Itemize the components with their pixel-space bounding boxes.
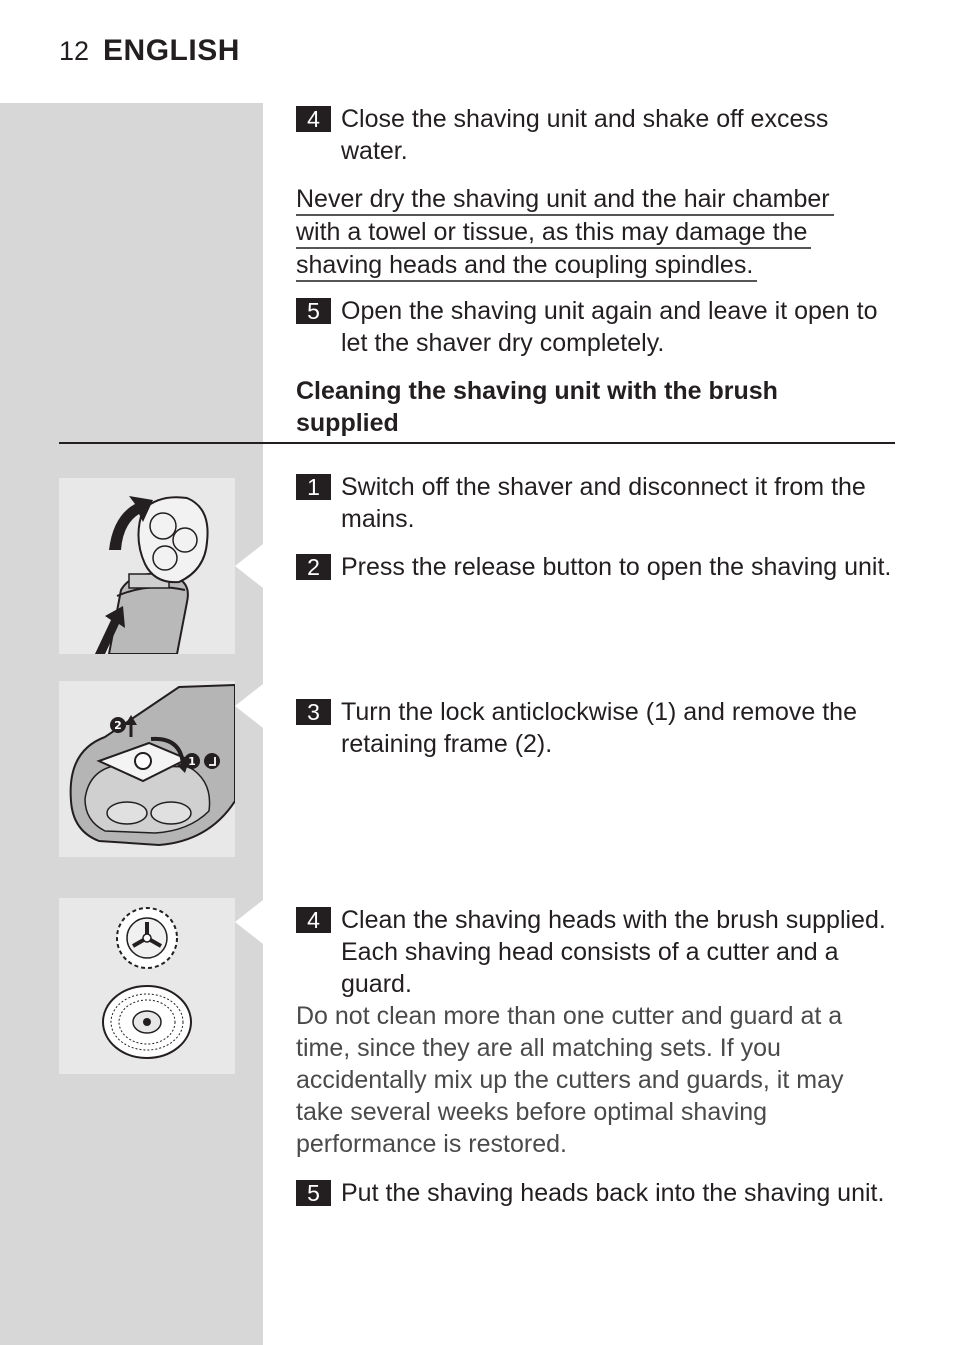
illustration-open-shaver bbox=[59, 478, 235, 654]
step-number: 3 bbox=[296, 699, 331, 725]
step-number: 5 bbox=[296, 298, 331, 324]
step-number: 2 bbox=[296, 554, 331, 580]
step-2-press-release bbox=[296, 551, 896, 583]
warning-text bbox=[296, 183, 886, 282]
section-divider bbox=[59, 442, 895, 444]
step-text: Open the shaving unit again and leave it open to let the shaver dry completely. bbox=[341, 297, 878, 357]
illustration-pointer bbox=[235, 684, 263, 728]
section-heading: Cleaning the shaving unit with the brush supplied bbox=[296, 377, 778, 437]
language-title: ENGLISH bbox=[103, 34, 240, 67]
label-2: 2 bbox=[114, 719, 122, 732]
page-header bbox=[59, 34, 240, 74]
step-text: Switch off the shaver and disconnect it from the mains. bbox=[341, 473, 866, 533]
caution-note: Do not clean more than one cutter and guard at a time, since they are all matching sets. If you accidentally mix up the cutters and guards, it may take several weeks before optimal shaving performance is restored. bbox=[296, 1002, 844, 1158]
step-4-clean-heads bbox=[296, 904, 896, 1000]
illustration-remove-frame bbox=[59, 681, 235, 857]
warning-line: shaving heads and the coupling spindles. bbox=[296, 250, 757, 282]
step-text: Turn the lock anticlockwise (1) and remove the retaining frame (2). bbox=[341, 698, 857, 758]
illustration-pointer bbox=[235, 900, 263, 944]
step-1-switch-off bbox=[296, 471, 896, 535]
warning-line: Never dry the shaving unit and the hair chamber bbox=[296, 184, 834, 216]
step-3-turn-lock bbox=[296, 696, 896, 760]
illustration-pointer bbox=[235, 544, 263, 588]
illustration-cutter-guard bbox=[59, 898, 235, 1074]
step-number: 1 bbox=[296, 474, 331, 500]
step-number: 4 bbox=[296, 106, 331, 132]
step-text: Put the shaving heads back into the shaving unit. bbox=[341, 1179, 885, 1207]
page-number: 12 bbox=[59, 36, 90, 66]
warning-line: with a towel or tissue, as this may damage the bbox=[296, 217, 811, 249]
step-number: 5 bbox=[296, 1180, 331, 1206]
step-4-close-unit bbox=[296, 103, 896, 167]
step-text: Clean the shaving heads with the brush supplied. Each shaving head consists of a cutter and a guard. bbox=[341, 906, 886, 998]
label-1: 1 bbox=[188, 755, 196, 768]
step-5-put-back bbox=[296, 1177, 896, 1209]
step-text: Press the release button to open the shaving unit. bbox=[341, 553, 892, 581]
step-number: 4 bbox=[296, 907, 331, 933]
step-5-open-unit bbox=[296, 295, 896, 359]
step-text: Close the shaving unit and shake off excess water. bbox=[341, 105, 829, 165]
